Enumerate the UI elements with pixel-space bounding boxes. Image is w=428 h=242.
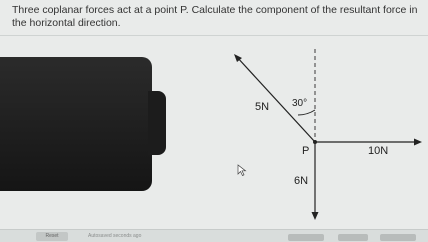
force-5n-label: 5N <box>255 101 270 113</box>
force-10n-arrowhead <box>414 139 422 146</box>
previous-button[interactable] <box>288 234 324 241</box>
force-diagram <box>200 44 428 229</box>
page-indicator <box>338 234 368 241</box>
divider <box>0 35 428 36</box>
reset-button[interactable]: Reset <box>36 232 68 241</box>
force-10n-label: 10N <box>368 145 389 157</box>
force-6n-arrowhead <box>312 212 319 220</box>
media-panel-tab <box>148 91 166 155</box>
question-text: Three coplanar forces act at a point P. Calculate the component of the resultant force in the horizontal direction. <box>12 4 418 29</box>
next-button[interactable] <box>380 234 416 241</box>
media-panel <box>0 57 152 191</box>
autosave-hint: Autosaved seconds ago <box>88 233 142 239</box>
angle-label: 30° <box>292 98 308 109</box>
point-p-dot <box>313 140 317 144</box>
force-6n-label: 6N <box>294 175 309 187</box>
point-p-label: P <box>302 145 310 157</box>
cursor-icon <box>238 165 246 176</box>
angle-arc <box>298 110 315 115</box>
